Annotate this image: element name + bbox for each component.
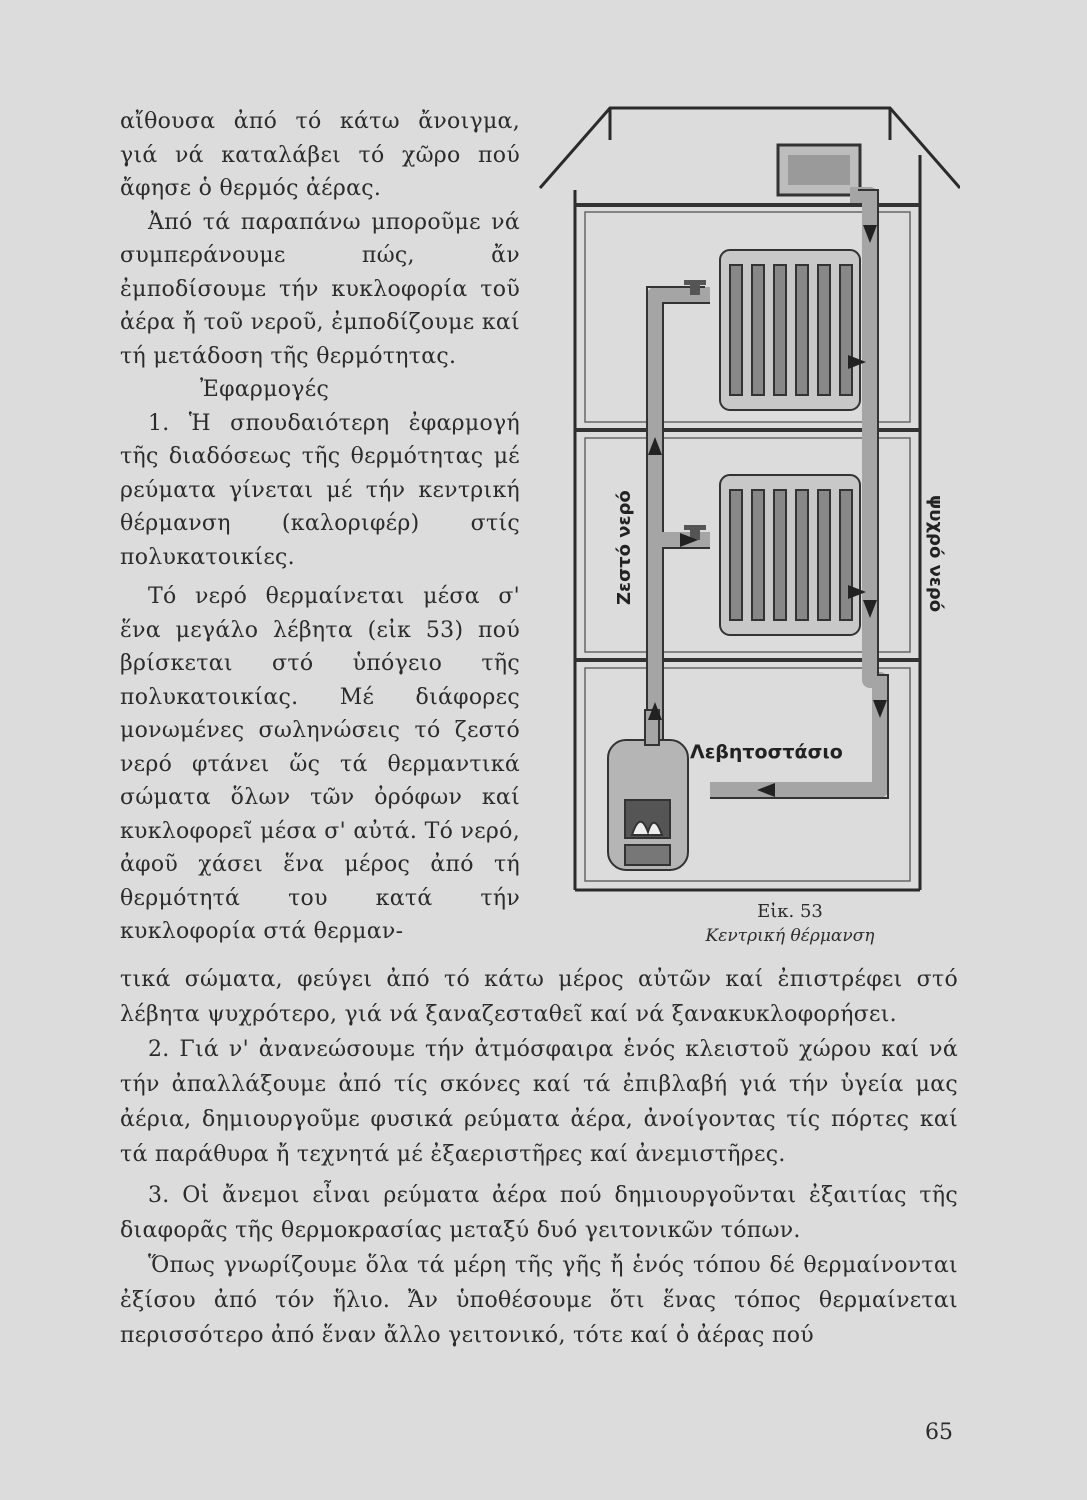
boiler [608,710,688,870]
boiler-room-label: Λεβητοστάσιο [690,741,843,763]
paragraph: Ἀπό τά παραπάνω μποροῦμε νά συμπεράνουμε πώς, ἄν ἐμποδίσουμε τήν κυκλοφορία τοῦ ἀέρα ἤ τοῦ νεροῦ, ἐμποδίζουμε καί τή μετάδοση τῆς θερμότητας. [120,209,520,369]
paragraph: αἴθουσα ἀπό τό κάτω ἄνοιγμα, γιά νά καταλάβει τό χῶρο πού ἄφησε ὁ θερμός ἀέρας. [120,109,520,201]
left-text-column [120,105,520,949]
paragraph: 2. Γιά ν' ἀνανεώσουμε τήν ἀτμόσφαιρα ἑνός κλειστοῦ χώρου καί νά τήν ἀπαλλάξουμε ἀπό τίς σκόνες καί τά ἐπιβλαβή γιά τήν ὑγεία μας ἀέρια, δημιουργοῦμε φυσικά ρεύματα ἀέρα, ἀνοίγοντας τίς πόρτες καί τά παράθυρα ἤ τεχνητά μέ ἐξαεριστῆρες καί ἀνεμιστῆρες. [120,1037,958,1167]
figure-number: Εἰκ. 53 [757,901,823,922]
paragraph: Ὅπως γνωρίζουμε ὅλα τά μέρη τῆς γῆς ἤ ἑνός τόπου δέ θερμαίνονται ἐξίσου ἀπό τόν ἥλιο. Ἄν ὑποθέσουμε ὅτι ἕνας τόπος θερμαίνεται περισσότερο ἀπό ἕναν ἄλλο γειτονικό, τότε καί ὁ ἀέρας πού [120,1253,958,1348]
section-heading: Ἐφαρμογές [200,377,330,402]
central-heating-figure [530,100,960,904]
page-number: 65 [925,1420,953,1445]
radiator-upper [720,250,860,410]
cold-water-label: ψυχρό νερό [925,495,946,613]
central-heating-diagram [530,100,960,900]
paragraph: Τό νερό θερμαίνεται μέσα σ' ἕνα μεγάλο λέβητα (εἰκ 53) πού βρίσκεται στό ὑπόγειο τῆς πολυκατοικίας. Μέ διάφορες μονωμένες σωληνώσεις τό ζεστό νερό φτάνει ὥς τά θερμαντικά σώματα ὅλων τῶν ὀρόφων καί κυκλοφορεῖ μέσα σ' αὐτά. Τό νερό, ἀφοῦ χάσει ἕνα μέρος ἀπό τή θερμότητά του κατά τήν κυκλοφορία στά θερμαν- [120,584,520,944]
figure-caption [640,900,940,948]
paragraph: τικά σώματα, φεύγει ἀπό τό κάτω μέρος αὐτῶν καί ἐπιστρέφει στό λέβητα ψυχρότερο, γιά νά ξαναζεσταθεῖ καί νά ξανακυκλοφορήσει. [120,967,958,1027]
radiator-lower [720,475,860,635]
hot-water-label: Ζεστό νερό [614,490,635,605]
valves [684,280,706,540]
paragraph: 3. Οἱ ἄνεμοι εἶναι ρεύματα ἀέρα πού δημιουργοῦνται ἐξαιτίας τῆς διαφορᾶς τῆς θερμοκρασίας μεταξύ δυό γειτονικῶν τόπων. [120,1183,958,1243]
paragraph: 1. Ἡ σπουδαιότερη ἐφαρμογή τῆς διαδόσεως τῆς θερμότητας μέ ρεύματα γίνεται μέ τήν κεντρική θέρμανση (καλοριφέρ) στίς πολυκατοικίες. [120,410,520,570]
figure-title: Κεντρική θέρμανση [705,926,875,946]
full-width-text [120,962,958,1353]
